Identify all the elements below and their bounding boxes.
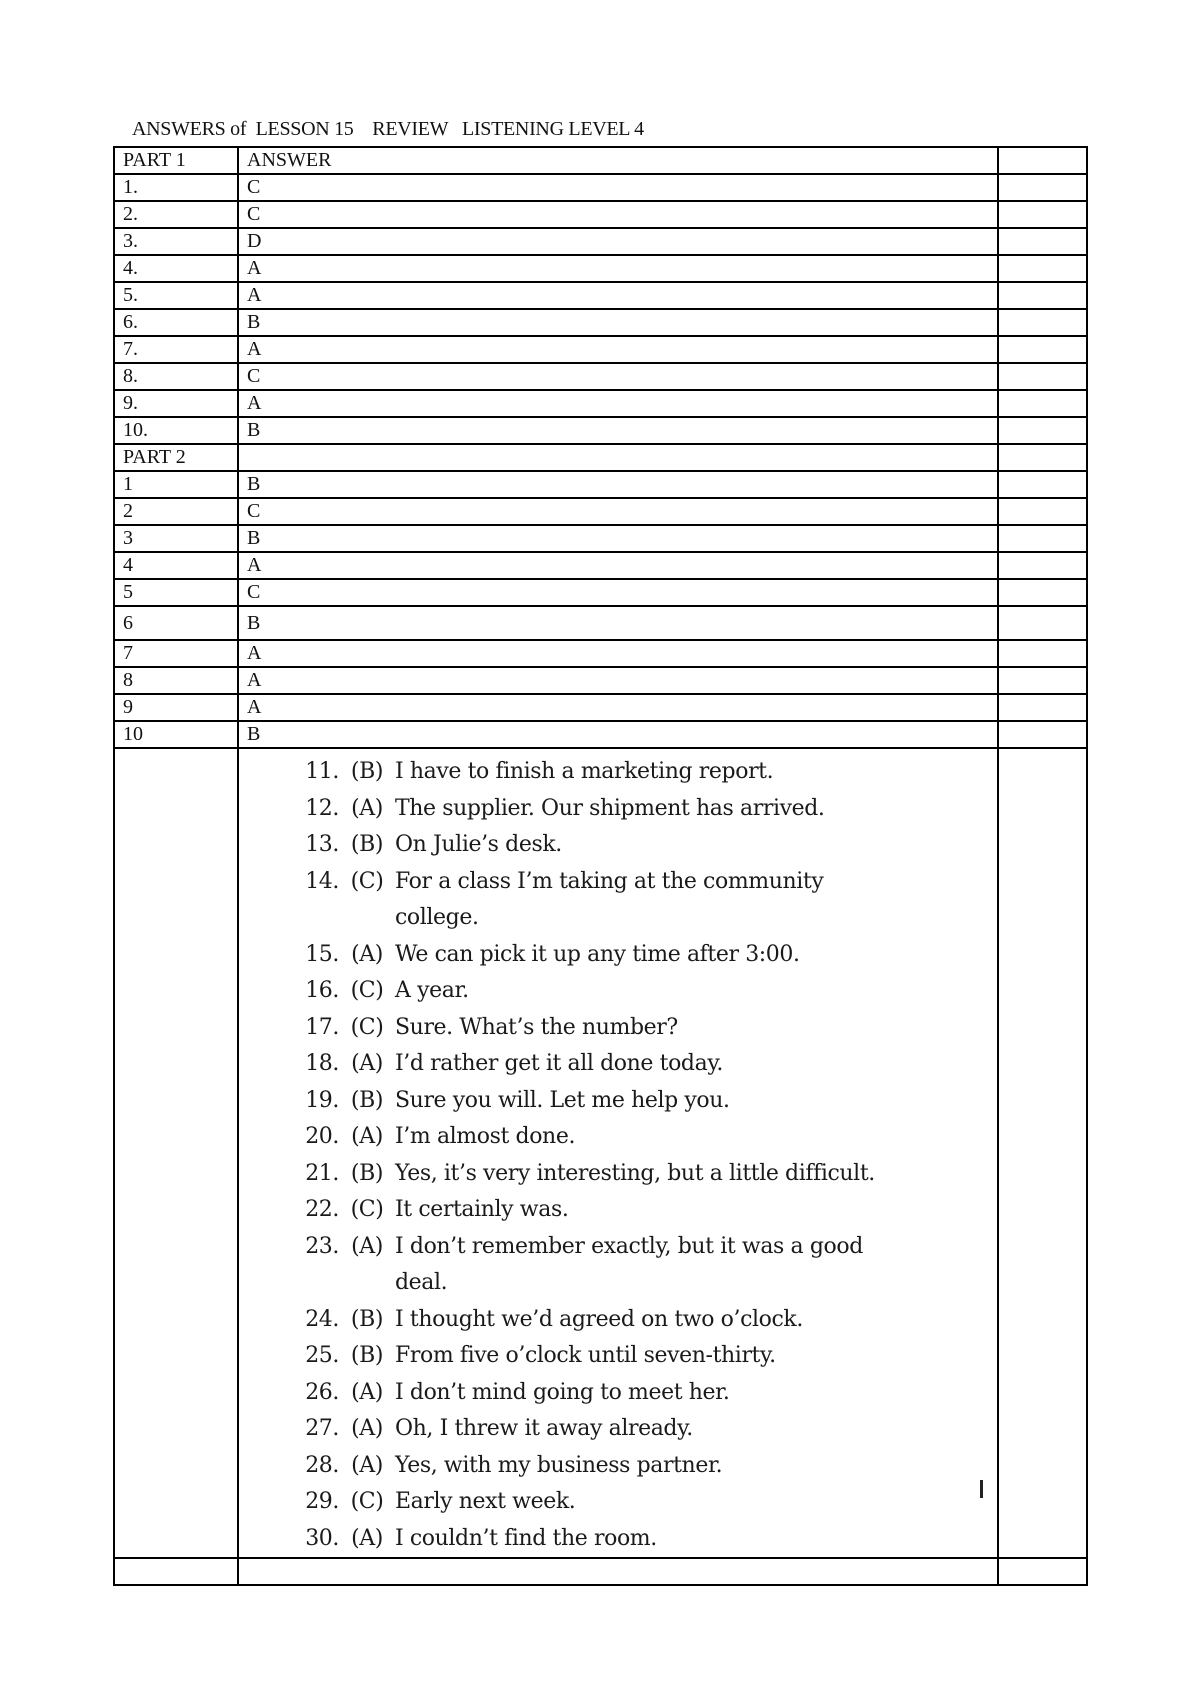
empty-cell <box>998 309 1087 336</box>
list-item <box>247 1411 997 1448</box>
empty-cell <box>998 640 1087 667</box>
answer-letter: (A) <box>351 941 383 967</box>
answer-letter: (B) <box>350 832 384 857</box>
question-number: 9 <box>114 694 238 721</box>
answer-letter: C <box>238 174 998 201</box>
answer-letter: (A) <box>351 1124 383 1149</box>
answer-letter: B <box>238 721 998 748</box>
answer-text: We can pick it up any time after 3:00. <box>395 941 800 967</box>
question-number: 5. <box>114 282 238 309</box>
list-item <box>247 937 997 974</box>
part2-header-row <box>114 444 1087 471</box>
empty-cell <box>998 748 1087 1558</box>
answer-text: Sure you will. Let me help you. <box>395 1087 730 1113</box>
question-number: 11. <box>305 759 339 784</box>
answer-letter: A <box>238 640 998 667</box>
question-number: 1 <box>114 471 238 498</box>
answer-letter: (B) <box>350 1160 384 1186</box>
answer-text: Oh, I threw it away already. <box>395 1416 693 1441</box>
answer-text: Yes, with my business partner. <box>395 1452 723 1478</box>
answer-letter: C <box>238 498 998 525</box>
table-row <box>114 721 1087 748</box>
empty-cell <box>998 694 1087 721</box>
list-item <box>247 1338 997 1375</box>
question-number: 27. <box>305 1416 339 1441</box>
question-number: 22. <box>305 1197 339 1222</box>
answer-text: A year. <box>395 978 469 1003</box>
answer-letter: (C) <box>350 1197 384 1222</box>
answer-letter: A <box>238 694 998 721</box>
answer-text: I don’t remember exactly, but it was a good deal. <box>395 1233 863 1295</box>
answer-key-table <box>113 146 1088 1586</box>
list-item <box>247 1046 997 1083</box>
question-number: 10. <box>114 417 238 444</box>
answer-letter: B <box>238 309 998 336</box>
question-number: 4 <box>114 552 238 579</box>
question-number: 19. <box>305 1087 339 1113</box>
answer-letter: (C) <box>350 1014 384 1040</box>
table-row <box>114 552 1087 579</box>
empty-cell <box>998 552 1087 579</box>
question-list-cell <box>238 748 998 1558</box>
question-number: 5 <box>114 579 238 606</box>
list-item <box>247 1010 997 1047</box>
question-number: 3. <box>114 228 238 255</box>
question-number: 28. <box>305 1452 339 1478</box>
answer-letter: (C) <box>350 1489 384 1514</box>
question-number: 16. <box>305 978 339 1003</box>
answer-text: The supplier. Our shipment has arrived. <box>395 795 825 821</box>
answer-letter: (A) <box>351 795 383 821</box>
question-number: 20. <box>305 1124 339 1149</box>
empty-cell <box>238 1558 998 1585</box>
table-row <box>114 363 1087 390</box>
question-number: 25. <box>305 1343 339 1368</box>
answer-letter: (A) <box>351 1416 383 1441</box>
question-number: 10 <box>114 721 238 748</box>
answer-letter: B <box>238 471 998 498</box>
question-number: 24. <box>305 1306 339 1332</box>
answer-letter: (A) <box>351 1379 383 1405</box>
empty-cell <box>998 525 1087 552</box>
empty-cell <box>998 667 1087 694</box>
table-row <box>114 471 1087 498</box>
answer-text: I’d rather get it all done today. <box>395 1051 724 1076</box>
answer-letter: (A) <box>351 1452 383 1478</box>
answer-letter: B <box>238 606 998 640</box>
answer-text: Yes, it’s very interesting, but a little difficult. <box>395 1160 875 1186</box>
empty-cell <box>998 282 1087 309</box>
table-row <box>114 282 1087 309</box>
question-number: 7. <box>114 336 238 363</box>
header-row <box>114 147 1087 174</box>
answer-letter: (A) <box>351 1525 383 1551</box>
answer-text: I don’t mind going to meet her. <box>395 1379 730 1405</box>
table-row <box>114 525 1087 552</box>
answer-text: Early next week. <box>395 1489 576 1514</box>
questions-row <box>114 748 1087 1558</box>
question-number: 1. <box>114 174 238 201</box>
empty-cell <box>998 606 1087 640</box>
table-row <box>114 201 1087 228</box>
table-row <box>114 498 1087 525</box>
answer-letter: A <box>238 282 998 309</box>
answer-letter: A <box>238 390 998 417</box>
answer-text: I have to finish a marketing report. <box>395 759 774 784</box>
question-number: 30. <box>305 1525 339 1551</box>
answer-letter: B <box>238 525 998 552</box>
answer-text: I thought we’d agreed on two o’clock. <box>395 1306 803 1332</box>
answer-letter: C <box>238 363 998 390</box>
table-row <box>114 667 1087 694</box>
empty-cell <box>998 579 1087 606</box>
page-title: ANSWERS of LESSON 15 REVIEW LISTENING LEVEL 4 <box>132 118 644 140</box>
question-list <box>247 749 997 1557</box>
list-item <box>247 1484 997 1521</box>
list-item <box>247 1302 997 1339</box>
answer-letter: (B) <box>350 759 384 784</box>
empty-cell <box>998 174 1087 201</box>
list-item <box>247 1448 997 1485</box>
table-row <box>114 390 1087 417</box>
footer-row <box>114 1558 1087 1585</box>
list-item <box>247 1229 997 1302</box>
question-number: 13. <box>305 832 339 857</box>
table-row <box>114 309 1087 336</box>
question-number: 8 <box>114 667 238 694</box>
empty-cell <box>998 444 1087 471</box>
answer-letter: (C) <box>350 978 384 1003</box>
list-item <box>247 827 997 864</box>
list-item <box>247 973 997 1010</box>
answer-text: I couldn’t find the room. <box>395 1525 657 1551</box>
list-item <box>247 1156 997 1193</box>
table-row <box>114 694 1087 721</box>
list-item <box>247 1192 997 1229</box>
list-item <box>247 1521 997 1558</box>
empty-cell <box>114 1558 238 1585</box>
answer-text: From five o’clock until seven-thirty. <box>395 1343 776 1368</box>
answer-letter: B <box>238 417 998 444</box>
question-number: 4. <box>114 255 238 282</box>
table-row <box>114 417 1087 444</box>
part1-header: PART 1 <box>114 147 238 174</box>
empty-cell <box>998 1558 1087 1585</box>
empty-cell <box>998 390 1087 417</box>
answer-letter: (B) <box>350 1343 384 1368</box>
answer-text: It certainly was. <box>395 1197 569 1222</box>
question-number: 23. <box>305 1233 339 1259</box>
answer-letter: D <box>238 228 998 255</box>
table-row <box>114 228 1087 255</box>
table-row <box>114 174 1087 201</box>
question-number: 7 <box>114 640 238 667</box>
empty-cell <box>998 498 1087 525</box>
question-number: 6. <box>114 309 238 336</box>
question-number: 21. <box>305 1160 339 1186</box>
question-number: 6 <box>114 606 238 640</box>
question-number: 8. <box>114 363 238 390</box>
question-number: 29. <box>305 1489 339 1514</box>
answer-letter: (B) <box>350 1306 384 1332</box>
question-number: 2 <box>114 498 238 525</box>
question-number: 15. <box>305 941 339 967</box>
table-row <box>114 640 1087 667</box>
list-item <box>247 754 997 791</box>
answer-letter: (C) <box>350 868 384 894</box>
empty-cell <box>998 201 1087 228</box>
answer-letter: C <box>238 201 998 228</box>
question-number: 2. <box>114 201 238 228</box>
answer-text: Sure. What’s the number? <box>395 1014 678 1040</box>
question-number: 18. <box>305 1051 339 1076</box>
part2-header: PART 2 <box>114 444 238 471</box>
table-row <box>114 579 1087 606</box>
answer-text: On Julie’s desk. <box>395 832 562 857</box>
stray-mark <box>980 1480 983 1498</box>
question-number: 17. <box>305 1014 339 1040</box>
empty-cell <box>998 417 1087 444</box>
empty-cell <box>998 471 1087 498</box>
question-number: 26. <box>305 1379 339 1405</box>
answer-text: I’m almost done. <box>395 1124 576 1149</box>
answer-letter: A <box>238 552 998 579</box>
empty-cell <box>114 748 238 1558</box>
answer-letter: A <box>238 667 998 694</box>
list-item <box>247 864 997 937</box>
answer-letter: A <box>238 336 998 363</box>
table-row <box>114 606 1087 640</box>
answer-letter: (B) <box>350 1087 384 1113</box>
empty-cell <box>998 147 1087 174</box>
table-row <box>114 336 1087 363</box>
question-number: 3 <box>114 525 238 552</box>
empty-cell <box>998 363 1087 390</box>
answer-letter: A <box>238 255 998 282</box>
question-number: 12. <box>305 795 339 821</box>
question-number: 14. <box>305 868 339 894</box>
answer-letter: C <box>238 579 998 606</box>
empty-cell <box>998 336 1087 363</box>
answer-letter: (A) <box>351 1051 383 1076</box>
empty-cell <box>238 444 998 471</box>
answer-letter: (A) <box>351 1233 383 1259</box>
empty-cell <box>998 721 1087 748</box>
question-number: 9. <box>114 390 238 417</box>
list-item <box>247 1083 997 1120</box>
empty-cell <box>998 255 1087 282</box>
list-item <box>247 1375 997 1412</box>
empty-cell <box>998 228 1087 255</box>
answer-header: ANSWER <box>238 147 998 174</box>
list-item <box>247 1119 997 1156</box>
table-row <box>114 255 1087 282</box>
answer-text: For a class I’m taking at the community college. <box>395 868 824 930</box>
list-item <box>247 791 997 828</box>
